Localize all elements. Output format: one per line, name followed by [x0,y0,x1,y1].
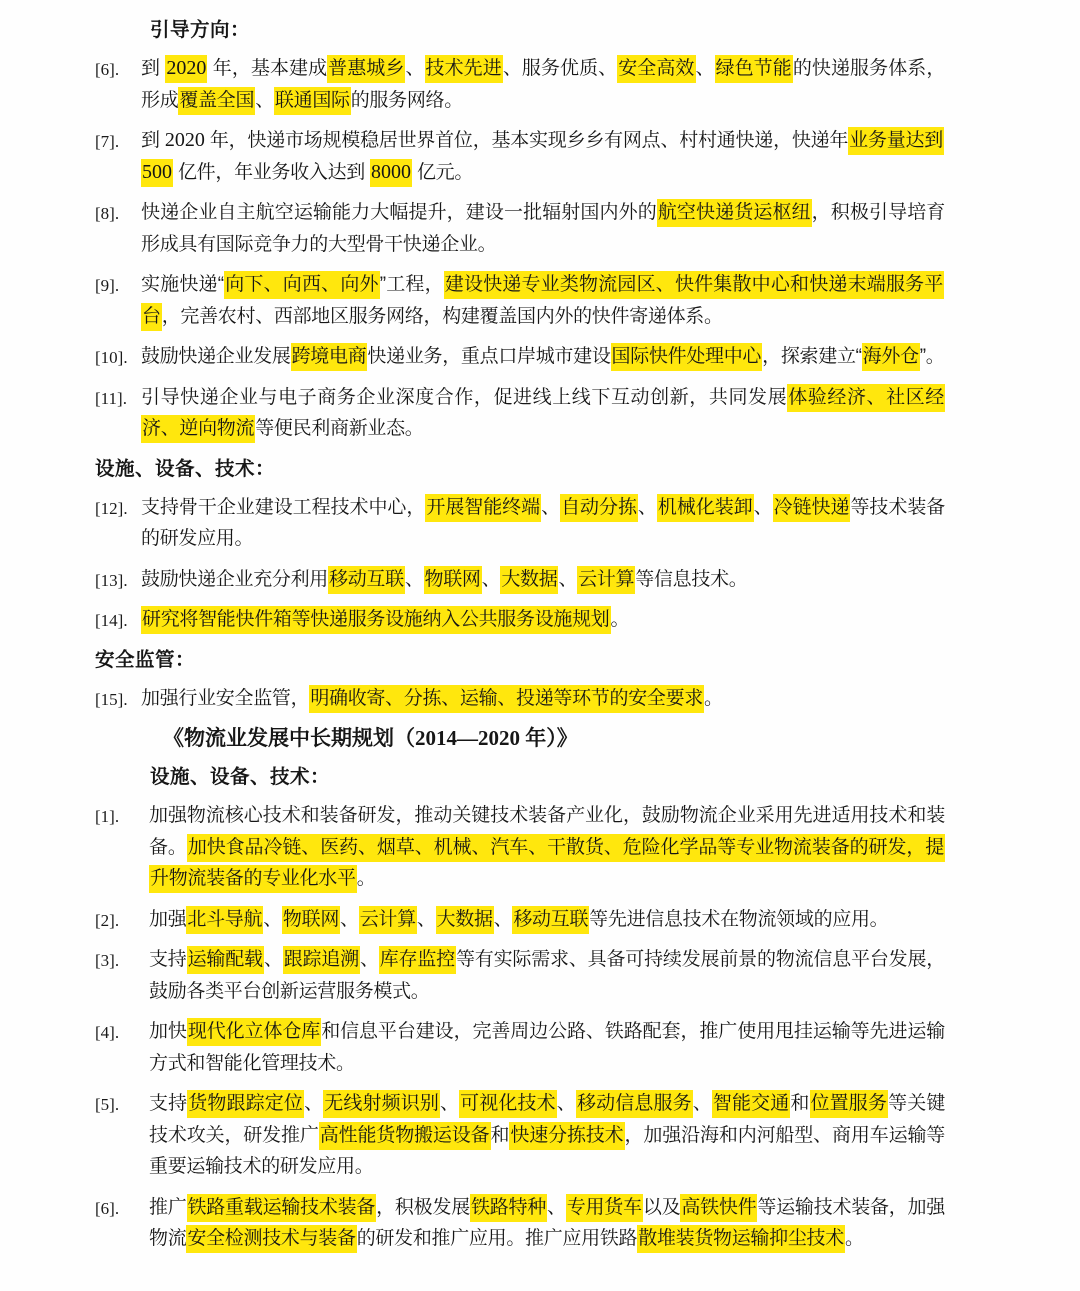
item-number: [8]. [95,204,120,223]
highlighted-text: 高铁快件 [680,1194,757,1222]
item-text: 引导快递企业与电子商务企业深度合作，促进线上线下互动创新，共同发展体验经济、社区经济、逆向物流等便民利商新业态。 [141,384,945,444]
list-item [95,564,945,596]
document-content [95,15,945,1255]
highlighted-text: 覆盖全国 [178,87,255,115]
item-number: [5]. [95,1095,120,1114]
item-number: [14]. [95,611,128,630]
list-item [95,1192,945,1255]
numeric-figure: 8000 [370,160,411,183]
item-text: 支持运输配载、跟踪追溯、库存监控等有实际需求、具备可持续发展前景的物流信息平台发展，鼓励各类平台创新运营服务模式。 [149,946,945,1002]
highlighted-text: 技术先进 [425,55,503,83]
list-item [95,341,945,373]
item-text: 加快现代化立体仓库和信息平台建设，完善周边公路、铁路配套，推广使用甩挂运输等先进运输方式和智能化管理技术。 [149,1018,945,1074]
highlighted-text: 机械化装卸 [657,494,754,522]
highlighted-text: 业务量达到 500 [141,127,944,187]
item-text: 鼓励快递企业充分利用移动互联、物联网、大数据、云计算等信息技术。 [141,566,747,594]
highlighted-text: 位置服务 [810,1090,889,1118]
numeric-figure: 500 [142,160,172,183]
item-number: [7]. [95,132,120,151]
highlighted-text: 跟踪追溯 [283,946,360,974]
item-text: 实施快递“向下、向西、向外”工程，建设快递专业类物流园区、快件集散中心和快递末端服务平台，完善农村、西部地区服务网络，构建覆盖国内外的快件寄递体系。 [141,271,944,331]
list-item [95,269,945,332]
item-number: [10]. [95,348,128,367]
item-text: 快递企业自主航空运输能力大幅提升，建设一批辐射国内外的航空快递货运枢纽，积极引导培育形成具有国际竞争力的大型骨干快递企业。 [141,199,945,255]
highlighted-text: 无线射频识别 [323,1090,440,1118]
highlighted-text: 移动互联 [512,906,589,934]
highlighted-text: 向下、向西、向外 [224,271,380,299]
list-item [95,944,945,1007]
highlighted-text [370,159,412,187]
section-heading: 设施、设备、技术： [150,766,331,788]
item-number: [2]. [95,910,120,930]
highlighted-text: 国际快件处理中心 [611,343,763,371]
list-item [95,1016,945,1079]
highlighted-text: 铁路重载运输技术装备 [187,1194,377,1222]
section-heading: 安全监管： [95,648,196,671]
highlighted-text: 可视化技术 [459,1090,557,1118]
list-item [95,197,945,260]
item-text: 到 2020 年，快递市场规模稳居世界首位，基本实现乡乡有网点、村村通快递，快递年业务量达到 500 亿件，年业务收入达到 8000 亿元。 [141,130,944,183]
highlighted-text: 运输配载 [187,946,264,974]
list-item [95,904,945,936]
section-heading: 设施、设备、技术： [95,457,276,480]
numeric-figure: 2020 [166,57,207,79]
list-item [95,53,945,116]
highlighted-text: 云计算 [577,566,635,594]
highlighted-text: 研究将智能快件箱等快递服务设施纳入公共服务设施规划 [141,606,611,634]
list-item [95,604,945,636]
highlighted-text: 高性能货物搬运设备 [319,1122,491,1150]
highlighted-text: 冷链快递 [773,494,851,522]
highlighted-text: 快速分拣技术 [509,1122,624,1150]
highlighted-text [165,55,207,83]
doc-title: 《物流业发展中长期规划（2014—2020 年）》 [163,726,578,750]
highlighted-text: 明确收寄、分拣、运输、投递等环节的安全要求 [309,685,704,713]
highlighted-text: 库存监控 [379,946,456,974]
item-number: [6]. [95,60,120,79]
item-text: 加强北斗导航、物联网、云计算、大数据、移动互联等先进信息技术在物流领域的应用。 [149,906,888,934]
item-text: 支持骨干企业建设工程技术中心，开展智能终端、自动分拣、机械化装卸、冷链快递等技术装备的研发应用。 [141,494,945,550]
highlighted-text: 现代化立体仓库 [187,1018,321,1046]
list-item [95,492,945,555]
highlighted-text: 移动互联 [328,566,405,594]
item-text: 到 2020 年，基本建成普惠城乡、技术先进、服务优质、安全高效、绿色节能的快递服务体系，形成覆盖全国、联通国际的服务网络。 [141,55,945,115]
highlighted-text: 智能交通 [712,1090,791,1118]
highlighted-text: 安全高效 [617,55,695,83]
item-text: 加强行业安全监管，明确收寄、分拣、运输、投递等环节的安全要求。 [141,685,723,713]
item-number: [6]. [95,1198,120,1218]
item-number: [15]. [95,689,128,709]
item-number: [11]. [95,388,127,408]
section-heading: 引导方向： [150,19,251,41]
item-number: [13]. [95,570,128,590]
list-item [95,683,945,715]
highlighted-text: 体验经济、社区经济、逆向物流 [141,384,945,444]
highlighted-text: 货物跟踪定位 [187,1090,304,1118]
numeric-figure: 2020 [164,129,205,151]
list-item [95,800,945,895]
highlighted-text: 北斗导航 [186,906,263,934]
highlighted-text: 开展智能终端 [425,494,541,522]
list-item [95,382,945,445]
highlighted-text: 大数据 [436,906,494,934]
item-number: [9]. [95,276,120,295]
highlighted-text: 联通国际 [274,87,351,115]
highlighted-text: 移动信息服务 [576,1090,693,1118]
highlighted-text: 建设快递专业类物流园区、快件集散中心和快递末端服务平台 [141,271,944,331]
highlighted-text: 跨境电商 [291,343,368,371]
item-number: [12]. [95,498,128,518]
item-number: [4]. [95,1023,120,1042]
item-text: 推广铁路重载运输技术装备，积极发展铁路特种、专用货车以及高铁快件等运输技术装备，加强物流安全检测技术与装备的研发和推广应用。推广应用铁路散堆装货物运输抑尘技术。 [149,1194,945,1254]
list-item [95,1088,945,1183]
highlighted-text: 铁路特种 [470,1194,547,1222]
highlighted-text: 大数据 [500,566,558,594]
highlighted-text: 物联网 [282,906,340,934]
highlighted-text: 普惠城乡 [327,55,405,83]
highlighted-text: 海外仓 [862,343,920,371]
highlighted-text: 安全检测技术与装备 [186,1225,356,1253]
item-number: [1]. [95,807,120,826]
item-text: 鼓励快递企业发展跨境电商快递业务，重点口岸城市建设国际快件处理中心，探索建立“海外仓”。 [141,343,945,371]
item-number: [3]. [95,951,120,970]
item-text: 加强物流核心技术和装备研发，推动关键技术装备产业化，鼓励物流企业采用先进适用技术和装备。加快食品冷链、医药、烟草、机械、汽车、干散货、危险化学品等专业物流装备的研发，提升物流装备的专业化水平。 [149,805,945,893]
highlighted-text: 绿色节能 [715,55,793,83]
item-text: 支持货物跟踪定位、无线射频识别、可视化技术、移动信息服务、智能交通和位置服务等关键技术攻关，研发推广高性能货物搬运设备和快速分拣技术，加强沿海和内河船型、商用车运输等重要运输技术的研发应用。 [149,1090,945,1177]
highlighted-text: 自动分拣 [560,494,638,522]
list-item [95,125,945,188]
highlighted-text: 云计算 [359,906,417,934]
highlighted-text: 散堆装货物运输抑尘技术 [637,1225,845,1253]
item-text: 研究将智能快件箱等快递服务设施纳入公共服务设施规划。 [141,606,629,634]
highlighted-text: 加快食品冷链、医药、烟草、机械、汽车、干散货、危险化学品等专业物流装备的研发，提升物流装备的专业化水平 [149,834,945,894]
highlighted-text: 航空快递货运枢纽 [657,199,812,227]
highlighted-text: 专用货车 [566,1194,643,1222]
highlighted-text: 物联网 [424,566,482,594]
